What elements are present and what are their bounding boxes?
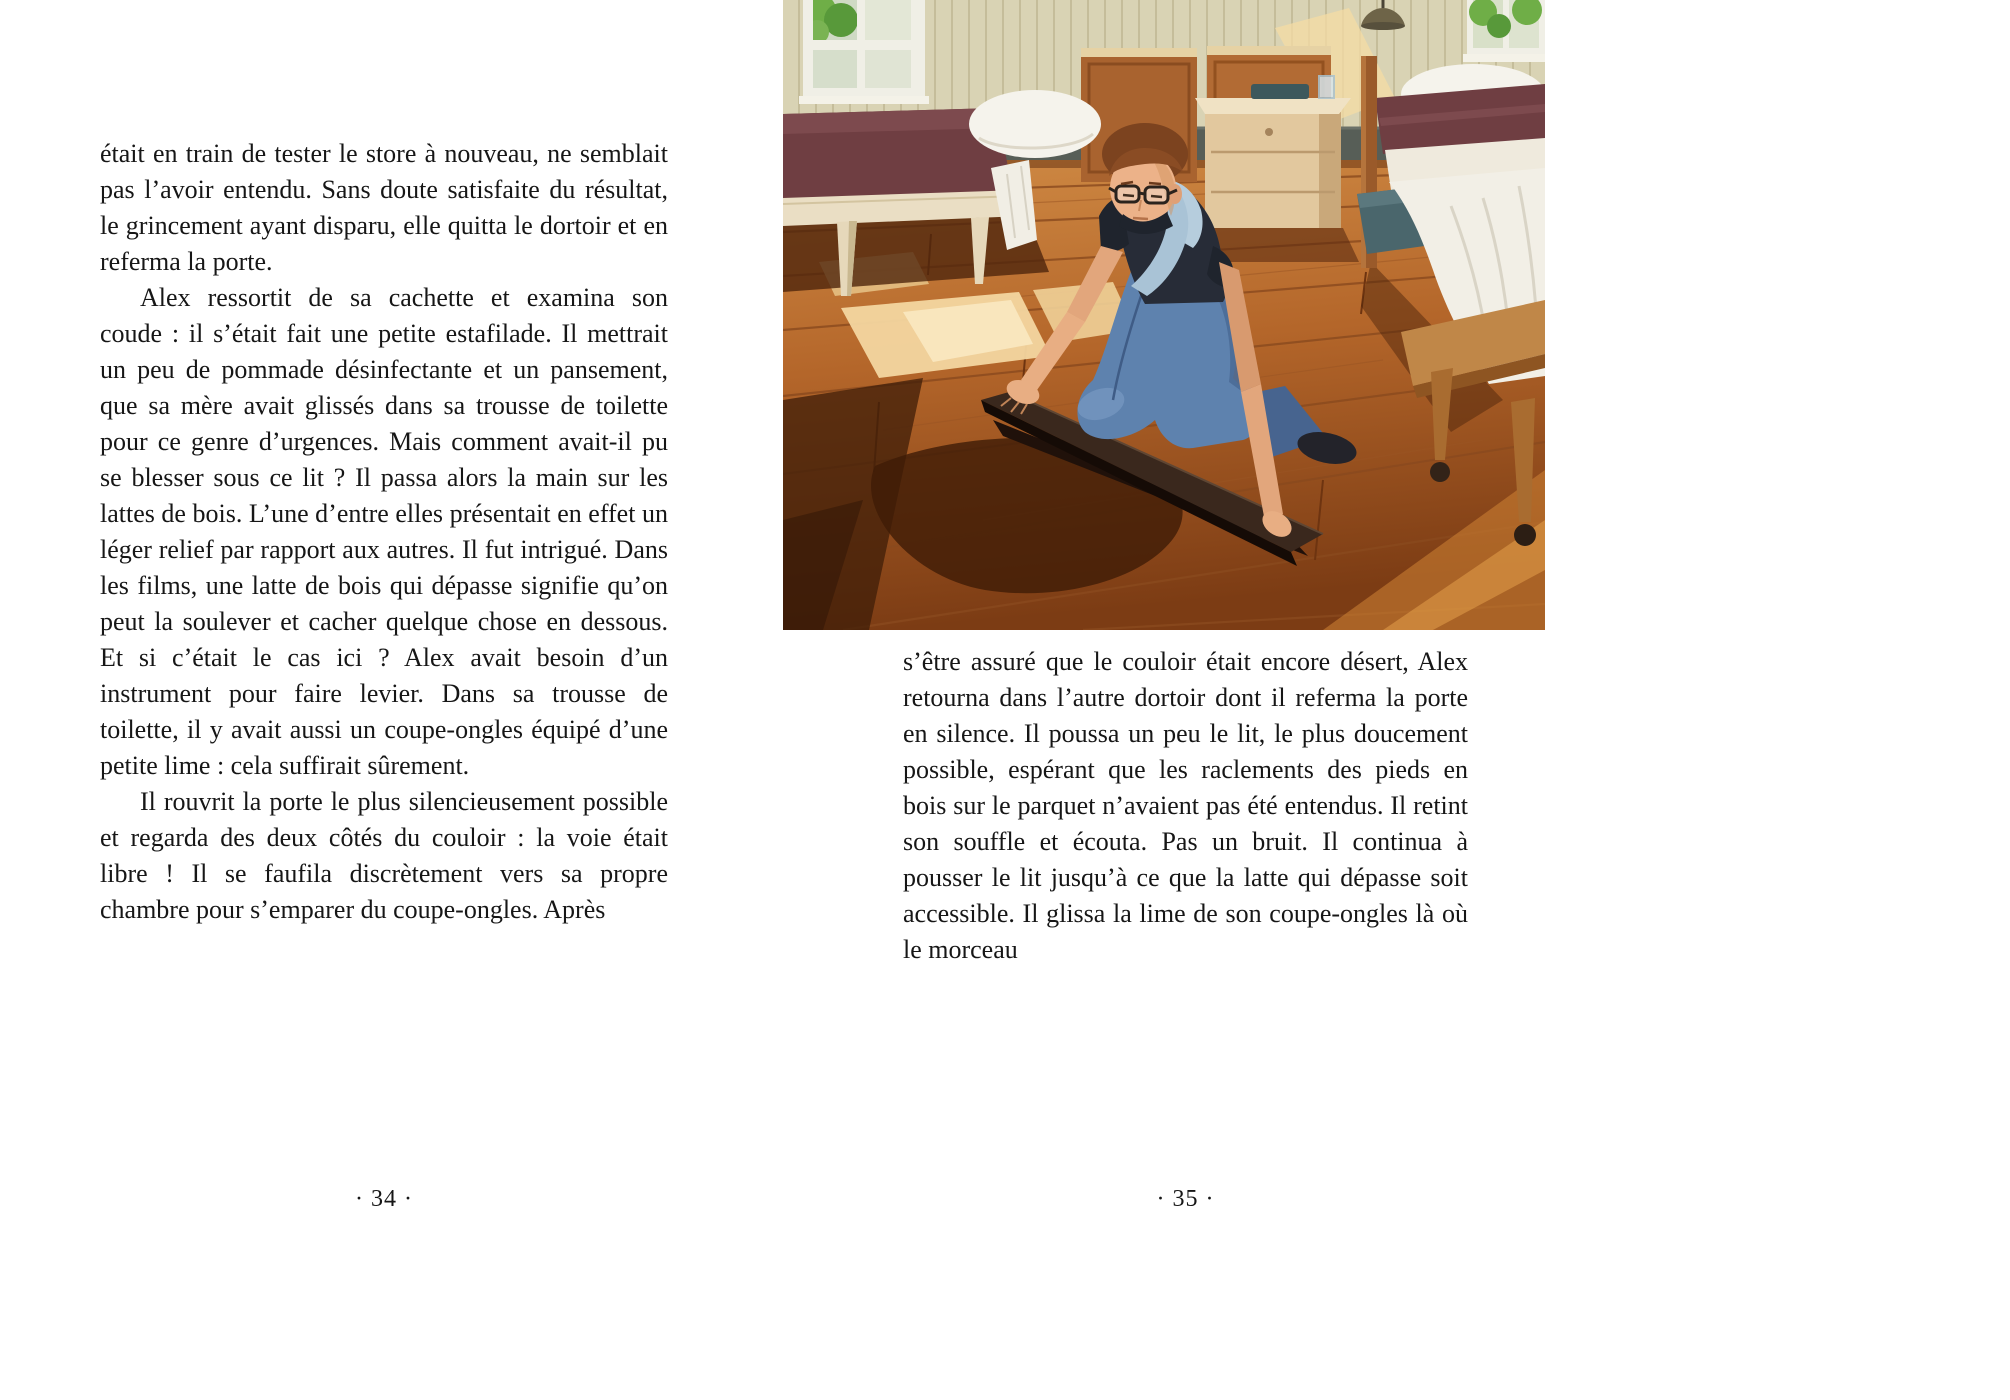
paragraph: Alex ressortit de sa cachette et examina son coude : il s’était fait une petite estafilade. Il mettrait un peu de pommade désinfectante et un pansement, que sa mère avait glissés dans sa trousse de toilette pour ce genre d’urgences. Mais comment avait-il pu se blesser sous ce lit ? Il passa alors la main sur les lattes de bois. L’une d’entre elles présentait en effet un léger relief par rapport aux autres. Il fut intrigué. Dans les films, une latte de bois qui dépasse signifie qu’on peut la soulever et cacher quelque chose en dessous. Et si c’était le cas ici ? Alex avait besoin d’un instrument pour faire levier. Dans sa trousse de toilette, il y avait aussi un coupe-ongles équipé d’une petite lime : cela suffirait sûrement. [100,283,668,780]
caster-wheel [1514,524,1536,546]
illustration-dormitory-boy-lifting-floorboard [783,0,1545,630]
caster-wheel [1430,462,1450,482]
page-number-right: · 35 · [1156,1186,1215,1212]
left-page-text [100,136,668,928]
page-number-left: · 34 · [355,1186,413,1212]
nightstand [1195,76,1351,228]
right-page-text [903,644,1468,968]
paragraph: s’être assuré que le couloir était encore désert, Alex retourna dans l’autre dortoir dont il referma la porte en silence. Il poussa un peu le lit, le plus doucement possible, espérant que les raclements des pieds en bois sur le parquet n’avaient pas été entendus. Il retint son souffle et écouta. Pas un bruit. Il continua à pousser le lit jusqu’à ce que la latte qui dépasse soit accessible. Il glissa la lime de son coupe-ongles là où le morceau [903,647,1468,964]
window-right [1463,0,1545,62]
window-left [799,0,929,104]
paragraph: était en train de tester le store à nouveau, ne semblait pas l’avoir entendu. Sans doute satisfaite du résultat, le grincement ayant disparu, elle quitta le dortoir et en referma la porte. [100,139,668,276]
water-glass [1319,76,1334,98]
paragraph: Il rouvrit la porte le plus silencieusement possible et regarda des deux côtés du couloir : la voie était libre ! Il se faufila discrètement vers sa propre chambre pour s’emparer du coupe-ongles. Après [100,787,668,924]
